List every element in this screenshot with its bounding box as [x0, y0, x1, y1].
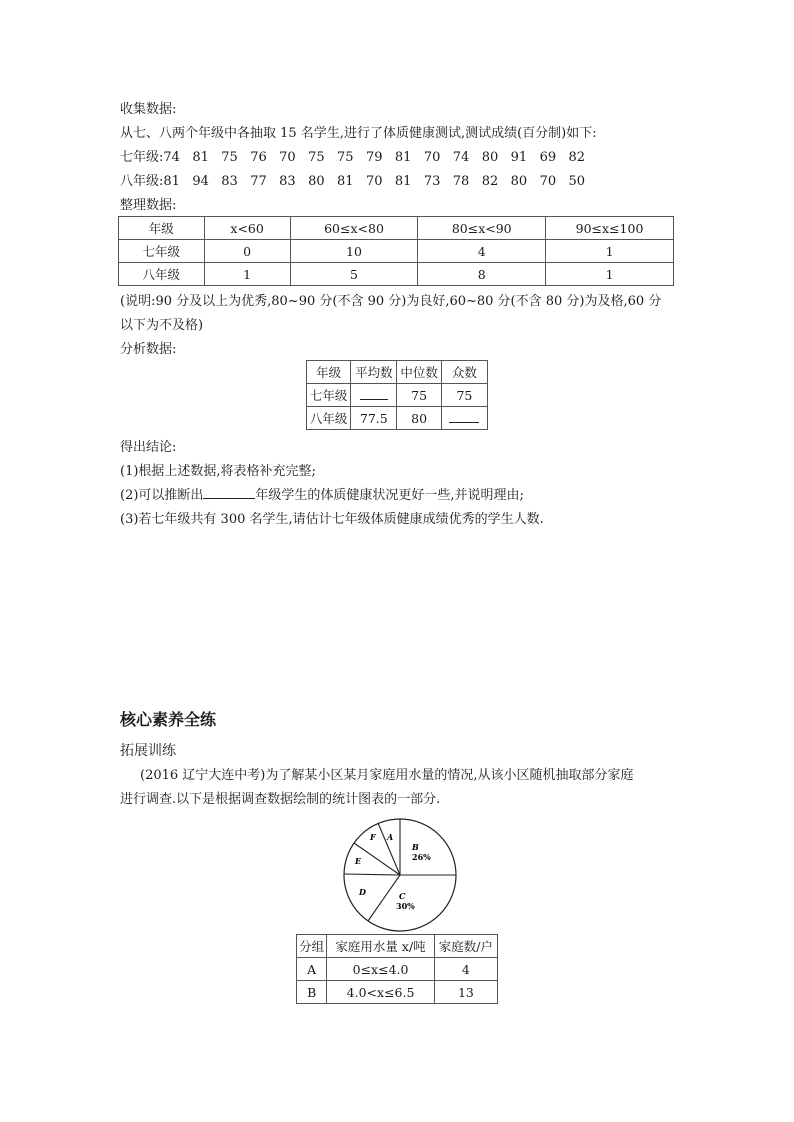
- question-2-prefix: (2)可以推断出: [120, 488, 204, 503]
- table-cell: 八年级: [119, 263, 205, 286]
- pie-chart: [340, 818, 460, 932]
- table-header-cell: 60≤x<80: [290, 217, 418, 240]
- organize-heading: 整理数据:: [120, 198, 177, 213]
- table-header-cell: 中位数: [397, 361, 441, 384]
- pie-slice-label-c: C: [399, 891, 406, 901]
- table-cell: 75: [397, 384, 441, 407]
- table-header-cell: 家庭数/户: [434, 935, 497, 958]
- frequency-table: [118, 216, 674, 286]
- table-header-cell: 90≤x≤100: [546, 217, 674, 240]
- collect-intro: 从七、八两个年级中各抽取 15 名学生,进行了体质健康测试,测试成绩(百分制)如下:: [120, 126, 597, 141]
- table-row: [307, 384, 488, 407]
- table-row: [297, 981, 498, 1004]
- table-cell: 1: [546, 263, 674, 286]
- table-cell: 1: [546, 240, 674, 263]
- answer-blank-grade: [203, 486, 255, 499]
- grade-note-line2: 以下为不及格): [120, 318, 204, 333]
- grade-note-line1: (说明:90 分及以上为优秀,80~90 分(不含 90 分)为良好,60~80 分(不含 80 分)为及格,60 分: [120, 294, 662, 309]
- table-cell: 七年级: [307, 384, 351, 407]
- table-cell: 13: [434, 981, 497, 1004]
- table-header-cell: 80≤x<90: [418, 217, 546, 240]
- table-cell: 80: [397, 407, 441, 430]
- table-row: [119, 263, 674, 286]
- grade7-scores: 七年级:74 81 75 76 70 75 75 79 81 70 74 80 91 69 82: [120, 150, 586, 165]
- table-header-cell: 年级: [307, 361, 351, 384]
- table-header-cell: 平均数: [351, 361, 397, 384]
- table-row: [307, 407, 488, 430]
- table-row: [119, 240, 674, 263]
- problem-line2: 进行调查.以下是根据调查数据绘制的统计图表的一部分.: [120, 792, 441, 807]
- question-2-suffix: 年级学生的体质健康状况更好一些,并说明理由;: [255, 488, 524, 503]
- question-3: (3)若七年级共有 300 名学生,请估计七年级体质健康成绩优秀的学生人数.: [120, 512, 544, 527]
- table-cell: 77.5: [351, 407, 397, 430]
- table-cell: B: [297, 981, 327, 1004]
- table-cell: 七年级: [119, 240, 205, 263]
- table-cell: 75: [441, 384, 487, 407]
- problem-line1: (2016 辽宁大连中考)为了解某小区某月家庭用水量的情况,从该小区随机抽取部分家庭: [140, 768, 634, 783]
- table-cell: 0: [204, 240, 290, 263]
- table-row: [297, 935, 498, 958]
- table-header-cell: 家庭用水量 x/吨: [327, 935, 434, 958]
- statistics-table: [306, 360, 488, 430]
- grade8-scores: 八年级:81 94 83 77 83 80 81 70 81 73 78 82 80 70 50: [120, 174, 586, 189]
- table-cell: 0≤x≤4.0: [327, 958, 434, 981]
- pie-slice-label-d: D: [359, 887, 366, 897]
- pie-slice-percent-c: 30%: [396, 901, 415, 911]
- pie-divider: [344, 874, 400, 875]
- pie-divider: [368, 875, 400, 921]
- table-cell: 八年级: [307, 407, 351, 430]
- section-subtitle: 拓展训练: [120, 743, 176, 759]
- collect-heading: 收集数据:: [120, 102, 177, 117]
- table-cell: 10: [290, 240, 418, 263]
- question-1: (1)根据上述数据,将表格补充完整;: [120, 464, 316, 479]
- table-header-cell: 众数: [441, 361, 487, 384]
- pie-slice-label-e: E: [355, 856, 362, 866]
- water-usage-table: [296, 934, 498, 1004]
- pie-slice-label-f: F: [370, 832, 376, 842]
- table-header-cell: 年级: [119, 217, 205, 240]
- pie-slice-label-a: A: [387, 832, 394, 842]
- question-2: [120, 484, 524, 508]
- table-row: [119, 217, 674, 240]
- analyze-heading: 分析数据:: [120, 342, 177, 357]
- table-cell: 4.0<x≤6.5: [327, 981, 434, 1004]
- conclusion-heading: 得出结论:: [120, 440, 177, 455]
- pie-slice-label-b: B: [412, 842, 419, 852]
- section-title: 核心素养全练: [120, 710, 217, 729]
- pie-slice-percent-b: 26%: [412, 852, 431, 862]
- answer-blank-mean: [351, 384, 397, 407]
- table-row: [307, 361, 488, 384]
- table-cell: 8: [418, 263, 546, 286]
- answer-blank-mode: [441, 407, 487, 430]
- table-row: [297, 958, 498, 981]
- table-cell: A: [297, 958, 327, 981]
- table-header-cell: 分组: [297, 935, 327, 958]
- table-cell: 1: [204, 263, 290, 286]
- table-cell: 4: [434, 958, 497, 981]
- table-cell: 5: [290, 263, 418, 286]
- table-cell: 4: [418, 240, 546, 263]
- table-header-cell: x<60: [204, 217, 290, 240]
